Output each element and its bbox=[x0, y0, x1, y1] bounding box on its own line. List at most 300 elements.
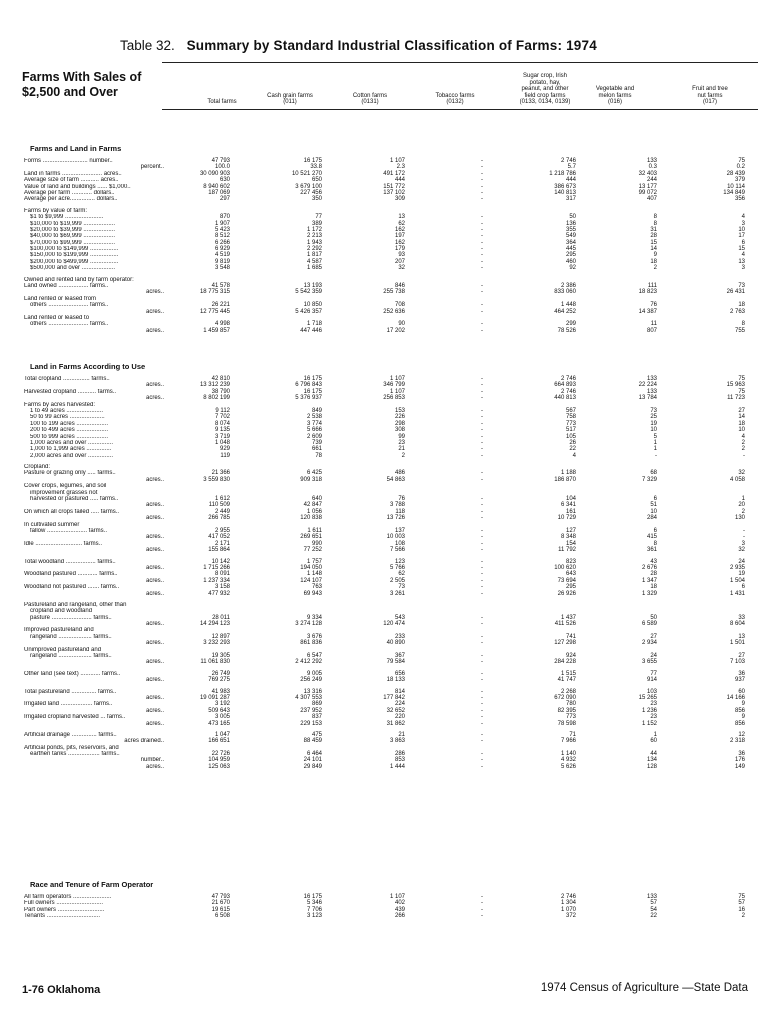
cell-value: 2 505 bbox=[389, 577, 405, 584]
cell-value: 42 810 bbox=[211, 376, 230, 382]
cell-value: 41 983 bbox=[211, 688, 230, 695]
cell-value: 317 bbox=[565, 196, 576, 203]
cell-value: 4 519 bbox=[214, 252, 230, 259]
cell-value: 9 bbox=[741, 714, 745, 721]
cell-value: - bbox=[481, 265, 483, 272]
column-header-line: potato, hay, bbox=[529, 79, 561, 86]
cell-value: 50 bbox=[650, 614, 657, 621]
cell-value: 47 793 bbox=[211, 158, 230, 164]
cell-value: 194 050 bbox=[300, 564, 322, 571]
row-label: acres.. bbox=[145, 694, 164, 701]
cell-value: 255 738 bbox=[383, 289, 405, 296]
row-label: Pastureland and rangeland, other than bbox=[24, 601, 127, 608]
cell-value: - bbox=[481, 289, 483, 296]
cell-value: 3 bbox=[741, 265, 745, 272]
cell-value: 10 729 bbox=[557, 515, 576, 522]
cell-value: 78 598 bbox=[557, 720, 576, 727]
cell-value: 346 799 bbox=[383, 382, 405, 389]
row-label: Farms by value of farm: bbox=[24, 207, 88, 214]
cell-value: 909 318 bbox=[300, 476, 322, 483]
cell-value: 99 072 bbox=[638, 189, 657, 196]
cell-value: 2 268 bbox=[560, 688, 576, 695]
column-header-2 bbox=[325, 93, 415, 106]
cell-value: - bbox=[481, 757, 483, 764]
cell-value: - bbox=[481, 395, 483, 402]
cell-value: 567 bbox=[565, 407, 576, 414]
cell-value: 42 847 bbox=[303, 502, 322, 509]
cell-value: 309 bbox=[394, 196, 405, 203]
row-label: 500 to 999 acres ................... bbox=[30, 433, 109, 440]
cell-value: 32 652 bbox=[386, 707, 405, 714]
cell-value: - bbox=[481, 177, 483, 184]
cell-value: 8 bbox=[741, 321, 745, 328]
cell-value: 75 bbox=[738, 894, 745, 900]
cell-value: 2 292 bbox=[306, 246, 322, 253]
cell-value: 9 135 bbox=[214, 427, 230, 434]
cell-value: - bbox=[481, 321, 483, 328]
cell-value: 1 107 bbox=[389, 388, 405, 395]
cell-value: 3 232 293 bbox=[203, 640, 230, 647]
cell-value: 477 932 bbox=[208, 590, 230, 597]
row-label: Average size of farm ........... acres.. bbox=[24, 177, 119, 184]
cell-value: 2 bbox=[741, 446, 745, 453]
cell-value: 28 011 bbox=[212, 614, 230, 621]
cell-value: - bbox=[481, 382, 483, 389]
cell-value: 32 bbox=[398, 265, 405, 272]
row-label: All farm operators ....................... bbox=[24, 894, 112, 900]
row-label: Average per farm ............ dollars.. bbox=[24, 189, 115, 196]
cell-value: 8 604 bbox=[729, 621, 745, 628]
cell-value: 28 bbox=[650, 233, 657, 240]
cell-value: 6 266 bbox=[214, 239, 230, 246]
cell-value: - bbox=[481, 476, 483, 483]
cell-value: - bbox=[481, 283, 483, 290]
row-label: acres.. bbox=[145, 534, 164, 541]
cell-value: 0.2 bbox=[736, 164, 745, 171]
cell-value: 38 790 bbox=[211, 388, 230, 395]
cell-value: 460 bbox=[565, 258, 576, 265]
cell-value: 2.3 bbox=[396, 164, 405, 171]
column-header-line: Vegetable and bbox=[595, 86, 635, 93]
cell-value: 77 bbox=[650, 670, 657, 677]
cell-value: 5 626 bbox=[560, 763, 576, 770]
cell-value: 120 838 bbox=[300, 515, 322, 522]
cell-value: 8 bbox=[653, 540, 657, 547]
cell-value: - bbox=[481, 707, 483, 714]
cell-value: 656 bbox=[394, 670, 405, 677]
cell-value: 1 515 bbox=[560, 670, 576, 677]
row-label: Cover crops, legumes, and soil bbox=[24, 483, 107, 490]
cell-value: 1 907 bbox=[214, 220, 230, 227]
cell-value: 1 047 bbox=[214, 731, 230, 738]
cell-value: 869 bbox=[311, 701, 322, 708]
cell-value: 16 175 bbox=[303, 388, 322, 395]
cell-value: 755 bbox=[734, 327, 745, 334]
cell-value: - bbox=[481, 327, 483, 334]
column-header-line: (017) bbox=[702, 99, 717, 106]
footer-page-label: 1-76 Oklahoma bbox=[22, 984, 101, 996]
column-header bbox=[162, 62, 758, 110]
cell-value: - bbox=[481, 164, 483, 171]
cell-value: 295 bbox=[565, 252, 576, 259]
cell-value: 19 305 bbox=[211, 653, 230, 660]
cell-value: 73 bbox=[398, 584, 405, 591]
cell-value: 823 bbox=[565, 558, 576, 565]
cell-value: 16 bbox=[738, 906, 745, 913]
cell-value: 13 193 bbox=[303, 283, 322, 290]
cell-value: 127 298 bbox=[554, 640, 576, 647]
cell-value: 4 058 bbox=[729, 476, 745, 483]
cell-value: 134 849 bbox=[723, 189, 745, 196]
cell-value: 8 802 199 bbox=[203, 395, 230, 402]
cell-value: 814 bbox=[394, 688, 405, 695]
cell-value: - bbox=[481, 694, 483, 701]
cell-value: 8 bbox=[653, 214, 657, 221]
cell-value: 8 bbox=[653, 220, 657, 227]
row-label: others ........................ farms.. bbox=[30, 321, 109, 328]
row-label: On which all crops failed ..... farms.. bbox=[24, 508, 120, 515]
row-label: Cropland: bbox=[24, 464, 51, 471]
cell-value: 2 318 bbox=[729, 738, 745, 745]
cell-value: 60 bbox=[738, 688, 745, 695]
row-label: acres.. bbox=[145, 476, 164, 483]
cell-value: 2 213 bbox=[306, 233, 322, 240]
section-heading: Farms and Land in Farms bbox=[30, 144, 122, 153]
cell-value: - bbox=[481, 446, 483, 453]
cell-value: - bbox=[481, 214, 483, 221]
section-rows bbox=[24, 376, 764, 770]
cell-value: 12 897 bbox=[211, 633, 230, 640]
cell-value: - bbox=[481, 577, 483, 584]
cell-value: 3 719 bbox=[214, 433, 230, 440]
cell-value: - bbox=[481, 621, 483, 628]
cell-value: - bbox=[481, 452, 483, 459]
row-label: improvement grasses not bbox=[30, 489, 98, 496]
cell-value: - bbox=[481, 439, 483, 446]
cell-value: - bbox=[481, 640, 483, 647]
cell-value: 8 348 bbox=[560, 534, 576, 541]
table-row bbox=[24, 196, 764, 202]
cell-value: 6 547 bbox=[306, 653, 322, 660]
cell-value: 47 793 bbox=[211, 894, 230, 900]
cell-value: 440 813 bbox=[554, 395, 576, 402]
cell-value: 308 bbox=[394, 427, 405, 434]
cell-value: 491 172 bbox=[383, 170, 405, 177]
cell-value: 12 775 445 bbox=[199, 308, 230, 315]
cell-value: 297 bbox=[219, 196, 230, 203]
cell-value: 162 bbox=[394, 239, 405, 246]
cell-value: 672 090 bbox=[554, 694, 576, 701]
cell-value: 50 bbox=[569, 214, 576, 221]
cell-value: 119 bbox=[220, 452, 230, 459]
row-label: number.. bbox=[140, 757, 164, 764]
cell-value: 73 bbox=[738, 283, 745, 290]
cell-value: 22 224 bbox=[638, 382, 657, 389]
cell-value: 3 774 bbox=[306, 420, 322, 427]
table-row bbox=[24, 328, 764, 334]
cell-value: 1 bbox=[653, 446, 657, 453]
cell-value: 269 651 bbox=[300, 534, 322, 541]
cell-value: 12 bbox=[738, 731, 745, 738]
table-row bbox=[24, 591, 764, 597]
cell-value: 1 444 bbox=[389, 763, 405, 770]
cell-value: 445 bbox=[565, 246, 576, 253]
cell-value: 176 bbox=[734, 757, 745, 764]
cell-value: 846 bbox=[394, 283, 405, 290]
table-title-text: Summary by Standard Industrial Classification of Farms: 1974 bbox=[186, 38, 597, 53]
row-label: acres.. bbox=[145, 308, 164, 315]
cell-value: 3 863 bbox=[389, 738, 405, 745]
cell-value: - bbox=[481, 590, 483, 597]
cell-value: 90 bbox=[398, 321, 405, 328]
section-heading: Race and Tenure of Farm Operator bbox=[30, 880, 154, 889]
row-label: acres.. bbox=[145, 677, 164, 684]
cell-value: 23 bbox=[398, 439, 405, 446]
cell-value: - bbox=[481, 534, 483, 541]
cell-value: 6 bbox=[741, 584, 745, 591]
row-label: acres.. bbox=[145, 621, 164, 628]
cell-value: 33 bbox=[738, 614, 745, 621]
cell-value: 4 932 bbox=[560, 757, 576, 764]
cell-value: 75 bbox=[738, 376, 745, 382]
cell-value: 1 501 bbox=[729, 640, 745, 647]
cell-value: 444 bbox=[565, 177, 576, 184]
cell-value: 21 670 bbox=[211, 900, 230, 907]
cell-value: 133 bbox=[646, 388, 657, 395]
cell-value: 13 316 bbox=[303, 688, 322, 695]
cell-value: 41 747 bbox=[557, 677, 576, 684]
cell-value: 389 bbox=[311, 220, 322, 227]
cell-value: 127 bbox=[565, 527, 576, 534]
cell-value: 6 bbox=[741, 239, 745, 246]
cell-value: - bbox=[481, 677, 483, 684]
cell-value: 11 792 bbox=[558, 547, 576, 554]
table-row bbox=[24, 659, 764, 665]
row-label: acres.. bbox=[145, 763, 164, 770]
cell-value: 5 346 bbox=[306, 900, 322, 907]
cell-value: 252 636 bbox=[383, 308, 405, 315]
row-label: In cultivated summer bbox=[24, 521, 80, 528]
cell-value: 9 bbox=[653, 252, 657, 259]
cell-value: 6 929 bbox=[214, 246, 230, 253]
cell-value: 1 107 bbox=[389, 376, 405, 382]
cell-value: 364 bbox=[565, 239, 576, 246]
cell-value: - bbox=[481, 540, 483, 547]
cell-value: 2 bbox=[741, 913, 745, 920]
cell-value: - bbox=[481, 763, 483, 770]
cell-value: 68 bbox=[650, 470, 657, 477]
cell-value: 22 bbox=[650, 913, 657, 920]
cell-value: 4 bbox=[741, 214, 745, 221]
column-header-line: nut farms bbox=[697, 92, 723, 99]
cell-value: 1 611 bbox=[307, 527, 322, 534]
cell-value: - bbox=[481, 308, 483, 315]
section-rows bbox=[24, 894, 764, 920]
cell-value: 153 bbox=[394, 407, 405, 414]
cell-value: - bbox=[655, 452, 657, 459]
row-label: acres.. bbox=[145, 547, 164, 554]
column-header-line: Tobacco farms bbox=[435, 92, 475, 99]
row-label: $100,000 to $149,999 ................. bbox=[30, 246, 119, 253]
cell-value: 140 813 bbox=[554, 189, 576, 196]
cell-value: 284 228 bbox=[554, 659, 576, 666]
cell-value: 447 446 bbox=[300, 327, 322, 334]
row-label: $40,000 to $69,999 ................... bbox=[30, 233, 116, 240]
cell-value: 411 526 bbox=[554, 621, 576, 628]
cell-value: 32 403 bbox=[638, 170, 657, 177]
cell-value: 758 bbox=[565, 414, 576, 421]
cell-value: - bbox=[481, 196, 483, 203]
cell-value: 2 bbox=[741, 508, 745, 515]
row-label: Artificial ponds, pits, reservoirs, and bbox=[24, 744, 119, 751]
side-heading-line-1: Farms With Sales of bbox=[22, 70, 142, 84]
cell-value: 4 bbox=[741, 433, 745, 440]
cell-value: 6 464 bbox=[306, 751, 322, 758]
cell-value: - bbox=[481, 633, 483, 640]
cell-value: 1 056 bbox=[306, 508, 322, 515]
cell-value: 990 bbox=[311, 540, 322, 547]
row-label: others ........................ farms.. bbox=[30, 302, 109, 309]
column-header-line: (011) bbox=[283, 99, 297, 106]
cell-value: 111 bbox=[647, 283, 657, 290]
row-label: acres.. bbox=[145, 577, 164, 584]
cell-value: 44 bbox=[650, 751, 657, 758]
cell-value: 19 bbox=[650, 420, 657, 427]
cell-value: 661 bbox=[311, 446, 322, 453]
cell-value: 149 bbox=[734, 763, 745, 770]
cell-value: 1 943 bbox=[306, 239, 322, 246]
cell-value: 1 347 bbox=[641, 577, 657, 584]
cell-value: 10 bbox=[738, 226, 745, 233]
cell-value: 21 bbox=[398, 731, 405, 738]
cell-value: 8 091 bbox=[214, 571, 230, 578]
row-label: $150,000 to $199,999 ................. bbox=[30, 252, 119, 259]
cell-value: 79 584 bbox=[386, 659, 405, 666]
cell-value: 1 329 bbox=[641, 590, 657, 597]
cell-value: 8 512 bbox=[214, 233, 230, 240]
cell-value: 21 366 bbox=[211, 470, 230, 477]
cell-value: 88 459 bbox=[303, 738, 322, 745]
cell-value: 643 bbox=[565, 571, 576, 578]
cell-value: 769 275 bbox=[208, 677, 230, 684]
cell-value: 31 bbox=[650, 226, 657, 233]
cell-value: 256 853 bbox=[383, 395, 405, 402]
row-label: Woodland pastured ............ farms.. bbox=[24, 571, 118, 578]
cell-value: 7 702 bbox=[214, 414, 230, 421]
cell-value: - bbox=[481, 670, 483, 677]
cell-value: 3 676 bbox=[306, 633, 322, 640]
row-label: Farms by acres harvested: bbox=[24, 401, 96, 408]
cell-value: - bbox=[481, 558, 483, 565]
cell-value: 664 893 bbox=[554, 382, 576, 389]
cell-value: 13 177 bbox=[638, 183, 657, 190]
cell-value: 62 bbox=[398, 220, 405, 227]
cell-value: - bbox=[743, 527, 745, 534]
column-header-line: Sugar crop, Irish bbox=[522, 73, 568, 80]
cell-value: - bbox=[481, 659, 483, 666]
cell-value: 133 bbox=[646, 894, 657, 900]
row-label: 1,000 acres and over ............... bbox=[30, 439, 114, 446]
row-label: acres.. bbox=[145, 564, 164, 571]
cell-value: 2 746 bbox=[560, 388, 576, 395]
cell-value: 929 bbox=[219, 446, 230, 453]
row-label: Total woodland .................. farms.. bbox=[24, 558, 116, 565]
cell-value: - bbox=[481, 906, 483, 913]
cell-value: 77 bbox=[315, 214, 322, 221]
row-label: Woodland not pastured ....... farms.. bbox=[24, 584, 120, 591]
column-header-line: Cash grain farms bbox=[267, 92, 313, 99]
cell-value: 6 425 bbox=[306, 470, 322, 477]
cell-value: 444 bbox=[394, 177, 405, 184]
row-label: 50 to 99 acres ..................... bbox=[30, 414, 105, 421]
cell-value: 8 940 602 bbox=[203, 183, 230, 190]
cell-value: 73 694 bbox=[557, 577, 576, 584]
column-header-line: melon farms bbox=[598, 92, 632, 99]
row-label: Irrigated cropland harvested ... farms.. bbox=[24, 714, 126, 721]
cell-value: 18 bbox=[650, 584, 657, 591]
cell-value: 29 849 bbox=[303, 763, 322, 770]
cell-value: 28 bbox=[650, 571, 657, 578]
cell-value: 226 bbox=[394, 414, 405, 421]
cell-value: 13 bbox=[738, 258, 745, 265]
cell-value: 3 655 bbox=[641, 659, 657, 666]
cell-value: 6 796 843 bbox=[295, 382, 322, 389]
row-label: $1 to $9,999 ....................... bbox=[30, 214, 104, 221]
cell-value: 108 bbox=[394, 540, 405, 547]
cell-value: 417 052 bbox=[208, 534, 230, 541]
column-header-3 bbox=[410, 93, 500, 106]
cell-value: 914 bbox=[646, 677, 657, 684]
cell-value: 179 bbox=[394, 246, 405, 253]
row-label: 1 to 49 acres ...................... bbox=[30, 407, 104, 414]
cell-value: 15 265 bbox=[638, 694, 657, 701]
cell-value: - bbox=[481, 376, 483, 382]
row-label: acres.. bbox=[145, 382, 164, 389]
cell-value: - bbox=[481, 433, 483, 440]
row-label: Owned and rented land by farm operator: bbox=[24, 276, 134, 283]
cell-value: 23 bbox=[650, 701, 657, 708]
cell-value: - bbox=[481, 158, 483, 164]
row-label: acres.. bbox=[145, 395, 164, 402]
table-row bbox=[24, 453, 764, 459]
cell-value: 136 bbox=[565, 220, 576, 227]
cell-value: 229 153 bbox=[300, 720, 322, 727]
cell-value: 14 bbox=[738, 414, 745, 421]
cell-value: - bbox=[481, 571, 483, 578]
row-label: Total cropland ................ farms.. bbox=[24, 376, 110, 382]
cell-value: 11 723 bbox=[727, 395, 745, 402]
cell-value: 9 005 bbox=[306, 670, 322, 677]
cell-value: 486 bbox=[394, 470, 405, 477]
cell-value: - bbox=[481, 527, 483, 534]
table-row bbox=[24, 265, 764, 271]
cell-value: 5.7 bbox=[567, 164, 576, 171]
row-label: pasture ........................ farms.. bbox=[30, 614, 112, 621]
cell-value: 1 504 bbox=[729, 577, 745, 584]
cell-value: 256 249 bbox=[300, 677, 322, 684]
cell-value: - bbox=[481, 653, 483, 660]
cell-value: 2 bbox=[401, 452, 405, 459]
cell-value: 5 bbox=[653, 433, 657, 440]
cell-value: 367 bbox=[394, 653, 405, 660]
cell-value: 78 bbox=[315, 452, 322, 459]
cell-value: 19 091 287 bbox=[199, 694, 230, 701]
cell-value: 92 bbox=[569, 265, 576, 272]
cell-value: - bbox=[481, 302, 483, 309]
cell-value: 773 bbox=[565, 420, 576, 427]
cell-value: 76 bbox=[398, 496, 405, 503]
cell-value: 284 bbox=[646, 515, 657, 522]
